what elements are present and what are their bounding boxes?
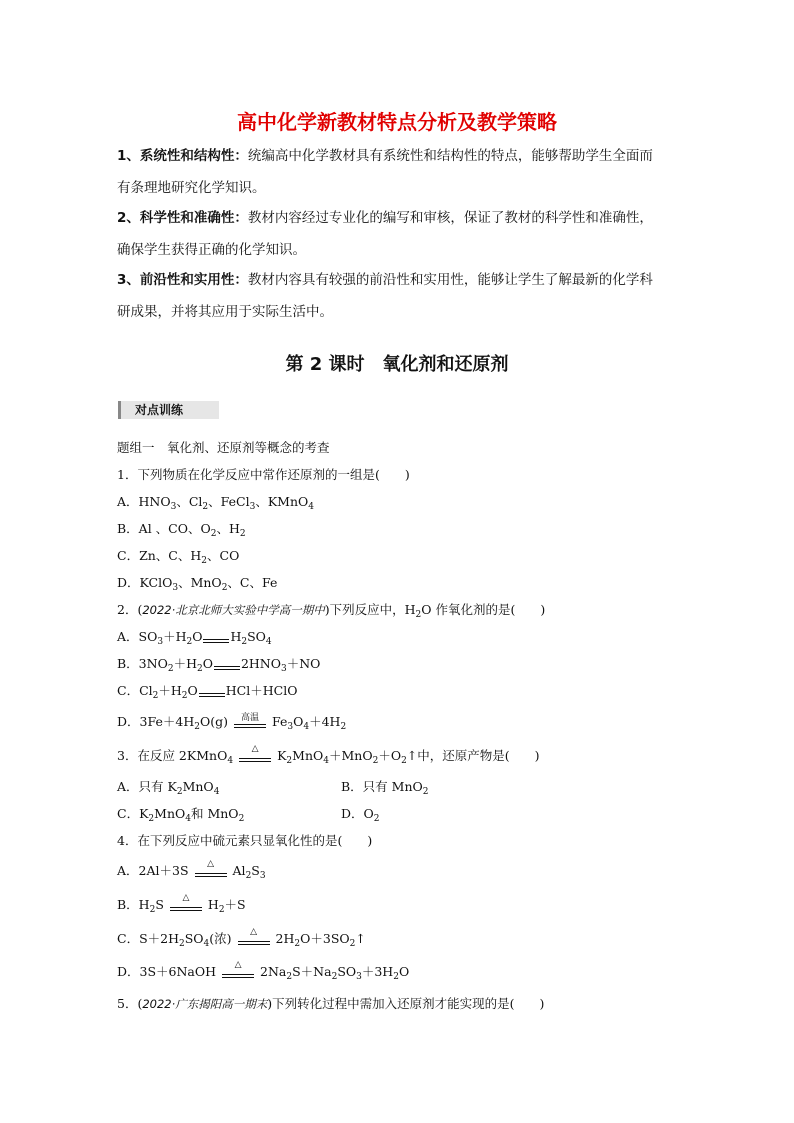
q1-stem: 1．下列物质在化学反应中常作还原剂的一组是( ) [117,467,410,482]
point-2-line1: 教材内容经过专业化的编写和审核，保证了教材的科学性和准确性， [247,210,653,226]
reaction-condition-arrow-icon: △ [195,865,227,879]
reaction-condition-arrow-icon: △ [238,933,270,947]
group-title: 题组一 氧化剂、还原剂等概念的考查 [117,440,330,455]
q3-option-d: D．$O_2$ [341,806,380,824]
point-3 [117,264,653,328]
reaction-condition-arrow-icon: △ [222,966,254,980]
document-title: 高中化学新教材特点分析及教学策略 [237,110,557,134]
q1-option-d: D．KClO$_3$、MnO$_2$、C、Fe [117,575,278,593]
q2-option-d: D．$3Fe+4H_2O(g)$ 高温 $Fe_3O_4+4H_2$ [117,712,347,732]
q5-source: 2022·广东揭阳高一期末 [142,997,268,1011]
reaction-condition-arrow-icon: 高温 [234,716,266,730]
equals-sign-icon [214,658,240,672]
section-tag: 对点训练 [118,401,219,419]
point-1-line1: 统编高中化学教材具有系统性和结构性的特点，能够帮助学生全面而 [247,148,653,164]
equals-sign-icon [199,685,225,699]
point-3-line1: 教材内容具有较强的前沿性和实用性，能够让学生了解最新的化学科 [247,272,653,288]
q3-option-c: C．$K_2MnO_4$和 MnO$_2$ [117,806,245,824]
q4-stem: 4．在下列反应中硫元素只显氧化性的是( ) [117,833,373,848]
q4-option-b: B．$H_2S$ △ $H_2+S$ [117,892,246,915]
point-1 [117,140,653,204]
q3-option-a: A．只有 $K_2MnO_4$ [117,779,220,797]
lesson-title: 第 2 课时 氧化剂和还原剂 [285,354,509,375]
reaction-condition-arrow-icon: △ [239,750,271,764]
q2-option-c: C．$Cl_2+H_2O$ HCl＋HClO [117,683,298,701]
q1-option-b: B．Al 、CO、$O_2$、$H_2$ [117,521,246,539]
q1-option-a: A．$HNO_3$、$Cl_2$、FeCl$_3$、KMnO$_4$ [117,494,315,512]
q4-option-a: A．2Al＋3S △ $Al_2S_3$ [117,858,266,881]
q3-option-b: B．只有 MnO$_2$ [341,779,429,797]
q3-stem: 3．在反应 2KMnO$_4$ △ $K_2MnO_4+MnO_2+O_2↑$中，还原产物是( ) [117,743,540,766]
q2-source: 2022·北京北师大实验中学高一期中 [142,603,325,617]
q5-stem: 5．(2022·广东揭阳高一期末)下列转化过程中需加入还原剂才能实现的是( ) [117,996,545,1011]
equals-sign-icon [203,631,229,645]
q2-option-a: A．$SO_3+H_2O$ $H_2SO_4$ [117,629,272,647]
reaction-condition-arrow-icon: △ [170,899,202,913]
q4-option-c: C．$S+2H_2SO_4$(浓) △ $2H_2O+3SO_2↑$ [117,926,366,949]
point-2-label: 2、科学性和准确性： [117,210,248,226]
q2-option-b: B．$3NO_2+H_2O$ $2HNO_3+NO$ [117,656,321,674]
point-2 [117,202,653,266]
q1-option-c: C．Zn、C、$H_2$、CO [117,548,240,566]
point-1-line2: 有条理地研究化学知识。 [117,180,266,196]
point-3-line2: 研成果，并将其应用于实际生活中。 [117,304,333,320]
q2-stem: 2．(2022·北京北师大实验中学高一期中)下列反应中，$H_2O$ 作氧化剂的是( ) [117,602,546,620]
point-3-label: 3、前沿性和实用性： [117,272,248,288]
point-2-line2: 确保学生获得正确的化学知识。 [117,242,306,258]
point-1-label: 1、系统性和结构性： [117,148,248,164]
q4-option-d: D．3S＋6NaOH △ $2Na_2S+Na_2SO_3+3H_2O$ [117,959,410,982]
